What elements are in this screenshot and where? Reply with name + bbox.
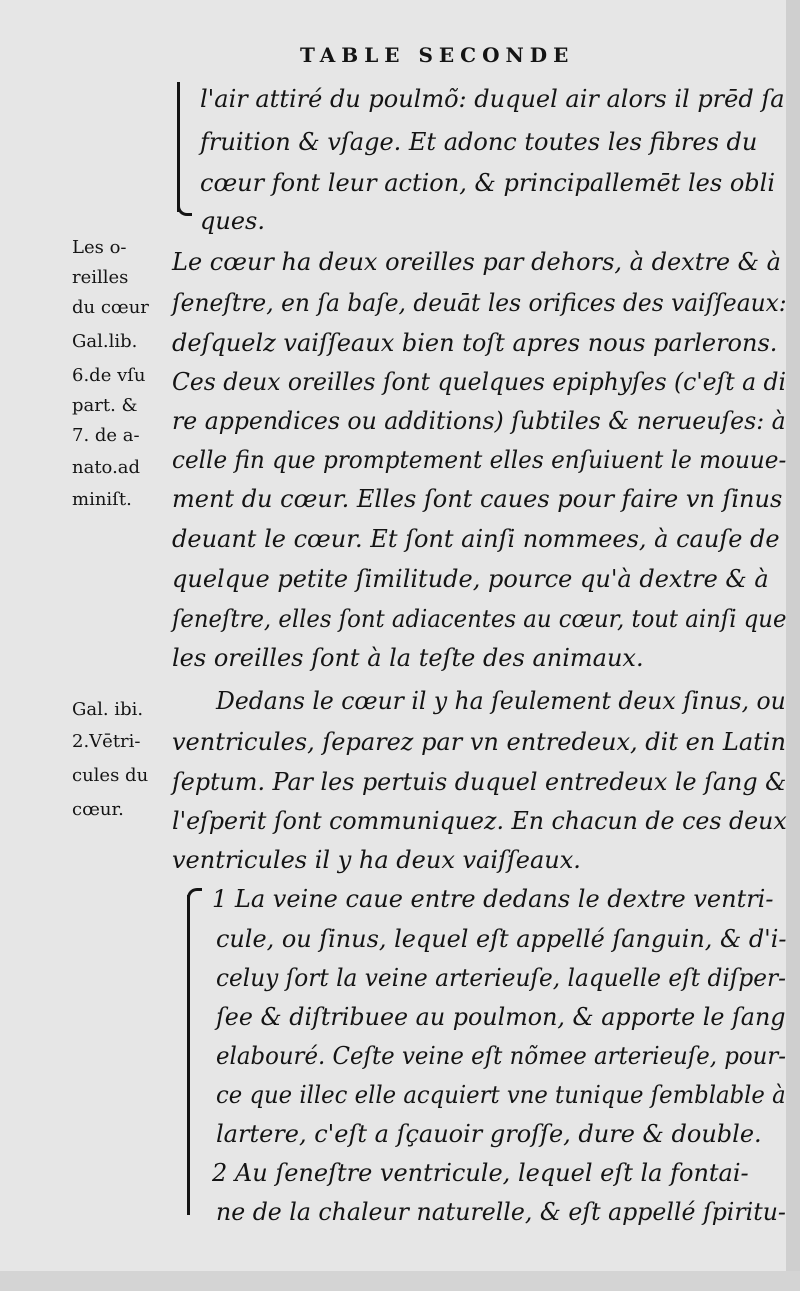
margin-note-line: cœur. (72, 799, 124, 820)
margin-note-line: Les o- (72, 237, 127, 258)
paragraph-2-line: l'eſperit ſont communiquez. En chacun de ces deux (172, 807, 787, 835)
paragraph-1-line: deſquelz vaiſſeaux bien toſt apres nous parlerons. (172, 329, 778, 357)
top-brace (177, 82, 180, 212)
list-line: lartere, c'eſt a ſçauoir groſſe, dure & double. (216, 1120, 762, 1148)
running-head: TABLE SECONDE (300, 43, 575, 67)
list-line: 1 La veine caue entre dedans le dextre ventri- (212, 885, 774, 913)
paragraph-2-line: ventricules il y ha deux vaiſſeaux. (172, 846, 581, 874)
page-edge-shadow (786, 0, 800, 1291)
list-line: elabouré. Ceſte veine eſt nõmee arterieuſe, pour- (216, 1042, 786, 1070)
margin-note-line: cules du (72, 765, 149, 786)
paragraph-2-line: ſeptum. Par les pertuis duquel entredeux le ſang & (172, 768, 787, 796)
paragraph-1-line: celle fin que promptement elles enſuiuent le mouue- (172, 446, 787, 474)
margin-note-line: reilles (72, 267, 129, 288)
margin-note-line: Gal. ibi. (72, 699, 144, 720)
paragraph-1-line: re appendices ou additions) ſubtiles & nerueuſes: à (172, 407, 786, 435)
list-line: ne de la chaleur naturelle, & eſt appellé ſpiritu- (216, 1198, 786, 1226)
top-brace-cap (177, 205, 192, 216)
paragraph-1-line: quelque petite ſimilitude, pource qu'à dextre & à (172, 565, 769, 593)
top-block-line: fruition & vſage. Et adonc toutes les fibres du (200, 128, 758, 156)
paragraph-1-line: ſeneſtre, en ſa baſe, deuāt les orifices des vaiſſeaux: (172, 289, 787, 317)
paragraph-2-line: Dedans le cœur il y ha ſeulement deux ſinus, ou (216, 687, 786, 715)
paragraph-1-line: ſeneſtre, elles ſont adiacentes au cœur, tout ainſi que (172, 605, 787, 633)
margin-note-line: 7. de a- (72, 425, 140, 446)
margin-note-line: du cœur (72, 297, 149, 318)
paragraph-1-line: les oreilles ſont à la teſte des animaux. (172, 644, 644, 672)
top-block-line: cœur font leur action, & principallemēt les obli (200, 169, 775, 197)
margin-note-line: 6.de vſu (72, 365, 146, 386)
list-line: ce que illec elle acquiert vne tunique ſemblable à (216, 1081, 786, 1109)
paragraph-1-line: ment du cœur. Elles ſont caues pour faire vn ſinus (172, 485, 783, 513)
top-block-line: ques. (200, 207, 265, 235)
paragraph-1-line: Le cœur ha deux oreilles par dehors, à dextre & à (172, 248, 781, 276)
list-line: 2 Au ſeneſtre ventricule, lequel eſt la fontai- (212, 1159, 749, 1187)
margin-note-line: Gal.lib. (72, 331, 138, 352)
list-line: ſee & diſtribuee au poulmon, & apporte le ſang (216, 1003, 786, 1031)
margin-note-line: miniſt. (72, 489, 132, 510)
list-line: cule, ou ſinus, lequel eſt appellé ſanguin, & d'i- (216, 925, 787, 953)
paragraph-2-line: ventricules, ſeparez par vn entredeux, dit en Latin (172, 728, 786, 756)
top-block-line: l'air attiré du poulmõ: duquel air alors il prēd ſa (200, 85, 785, 113)
paragraph-1-line: deuant le cœur. Et ſont ainſi nommees, à cauſe de (172, 525, 780, 553)
list-brace (187, 895, 190, 1215)
paragraph-1-line: Ces deux oreilles ſont quelques epiphyſes (c'eſt a di (172, 368, 787, 396)
margin-note-line: nato.ad (72, 457, 141, 478)
margin-note-line: part. & (72, 395, 138, 416)
margin-note-line: 2.Vētri- (72, 731, 141, 752)
page-bottom-margin (0, 1271, 800, 1291)
list-line: celuy ſort la veine arterieuſe, laquelle eſt diſper- (216, 964, 786, 992)
